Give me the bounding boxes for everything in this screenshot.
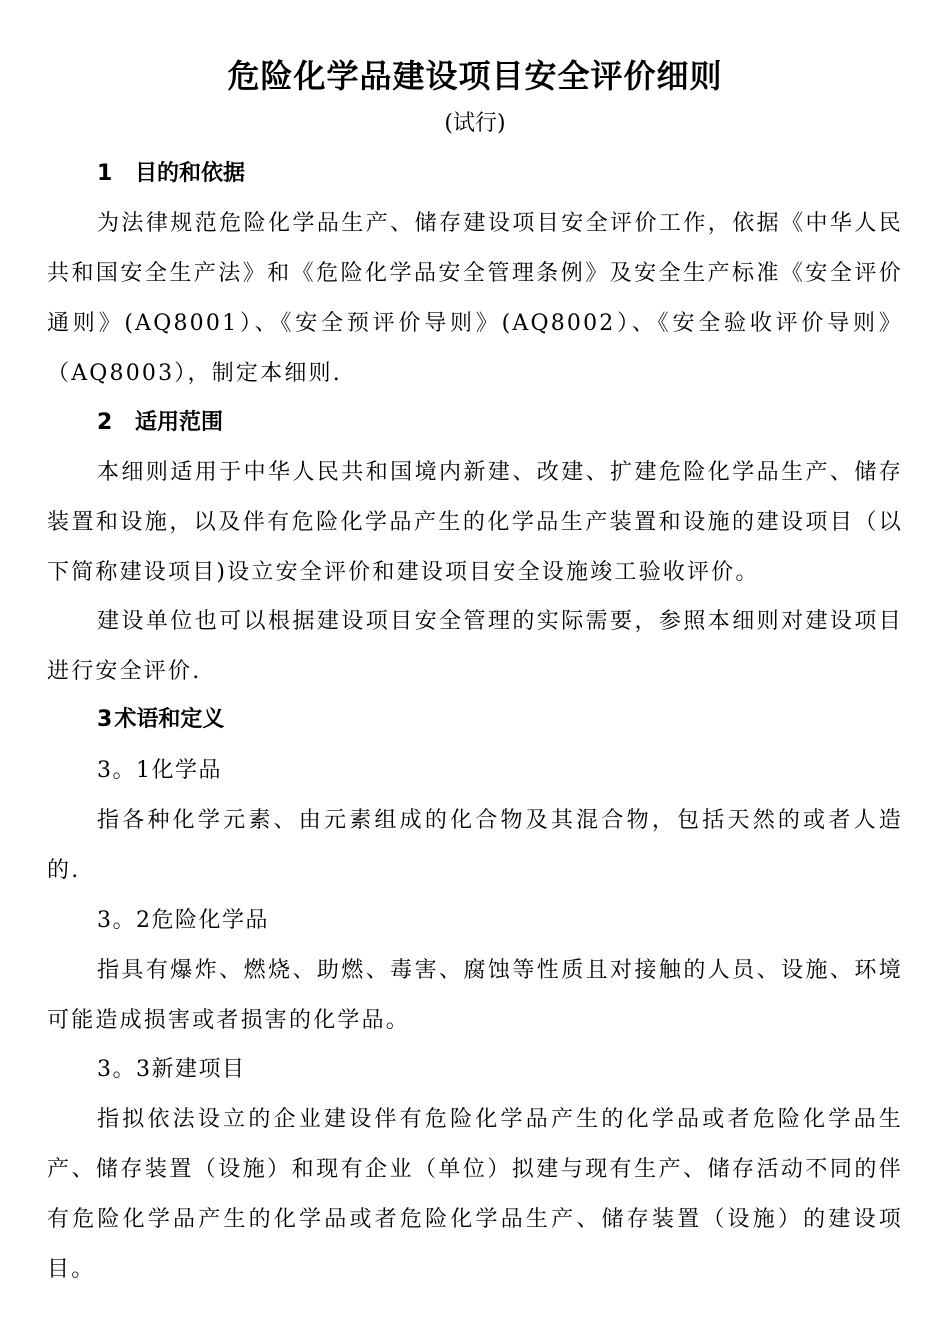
term-label-3-2: 3。2危险化学品 — [97, 908, 269, 933]
section-heading-1 — [97, 157, 245, 191]
term-definition-3-3: 指拟依法设立的企业建设伴有危险化学品产生的化学品或者危险化学品生产、储存装置（设施）和现有企业（单位）拟建与现有生产、储存活动不同的伴有危险化学品产生的化学品或者危险化学品生产、储存装置（设施）的建设项目。 — [47, 1107, 903, 1282]
section-heading-3 — [97, 703, 224, 737]
section-1-paragraph-1: 为法律规范危险化学品生产、储存建设项目安全评价工作，依据《中华人民共和国安全生产法》和《危险化学品安全管理条例》及安全生产标准《安全评价通则》(AQ8001）、《安全预评价导则》(AQ8002）、《安全验收评价导则》（AQ8003），制定本细则. — [47, 211, 903, 386]
section-2-paragraph-2: 建设单位也可以根据建设项目安全管理的实际需要，参照本细则对建设项目进行安全评价. — [47, 609, 903, 684]
section-title: 术语和定义 — [114, 707, 225, 732]
term-label-3-1: 3。1化学品 — [97, 758, 222, 783]
section-2-paragraph-1: 本细则适用于中华人民共和国境内新建、改建、扩建危险化学品生产、储存装置和设施，以及伴有危险化学品产生的化学品生产装置和设施的建设项目（以下简称建设项目)设立安全评价和建设项目安全设施竣工验收评价。 — [47, 460, 903, 585]
section-number: 1 — [97, 161, 113, 186]
term-label-3-3: 3。3新建项目 — [97, 1057, 246, 1082]
section-heading-2 — [97, 406, 223, 440]
section-title: 目的和依据 — [135, 161, 246, 186]
term-definition-3-2: 指具有爆炸、燃烧、助燃、毒害、腐蚀等性质且对接触的人员、设施、环境可能造成损害或者损害的化学品。 — [47, 958, 903, 1033]
section-number: 3 — [97, 707, 113, 732]
document-subtitle: (试行) — [444, 111, 506, 136]
section-number: 2 — [97, 410, 113, 435]
document-title: 危险化学品建设项目安全评价细则 — [227, 57, 723, 95]
section-title: 适用范围 — [135, 410, 224, 435]
term-definition-3-1: 指各种化学元素、由元素组成的化合物及其混合物，包括天然的或者人造的. — [47, 808, 903, 883]
